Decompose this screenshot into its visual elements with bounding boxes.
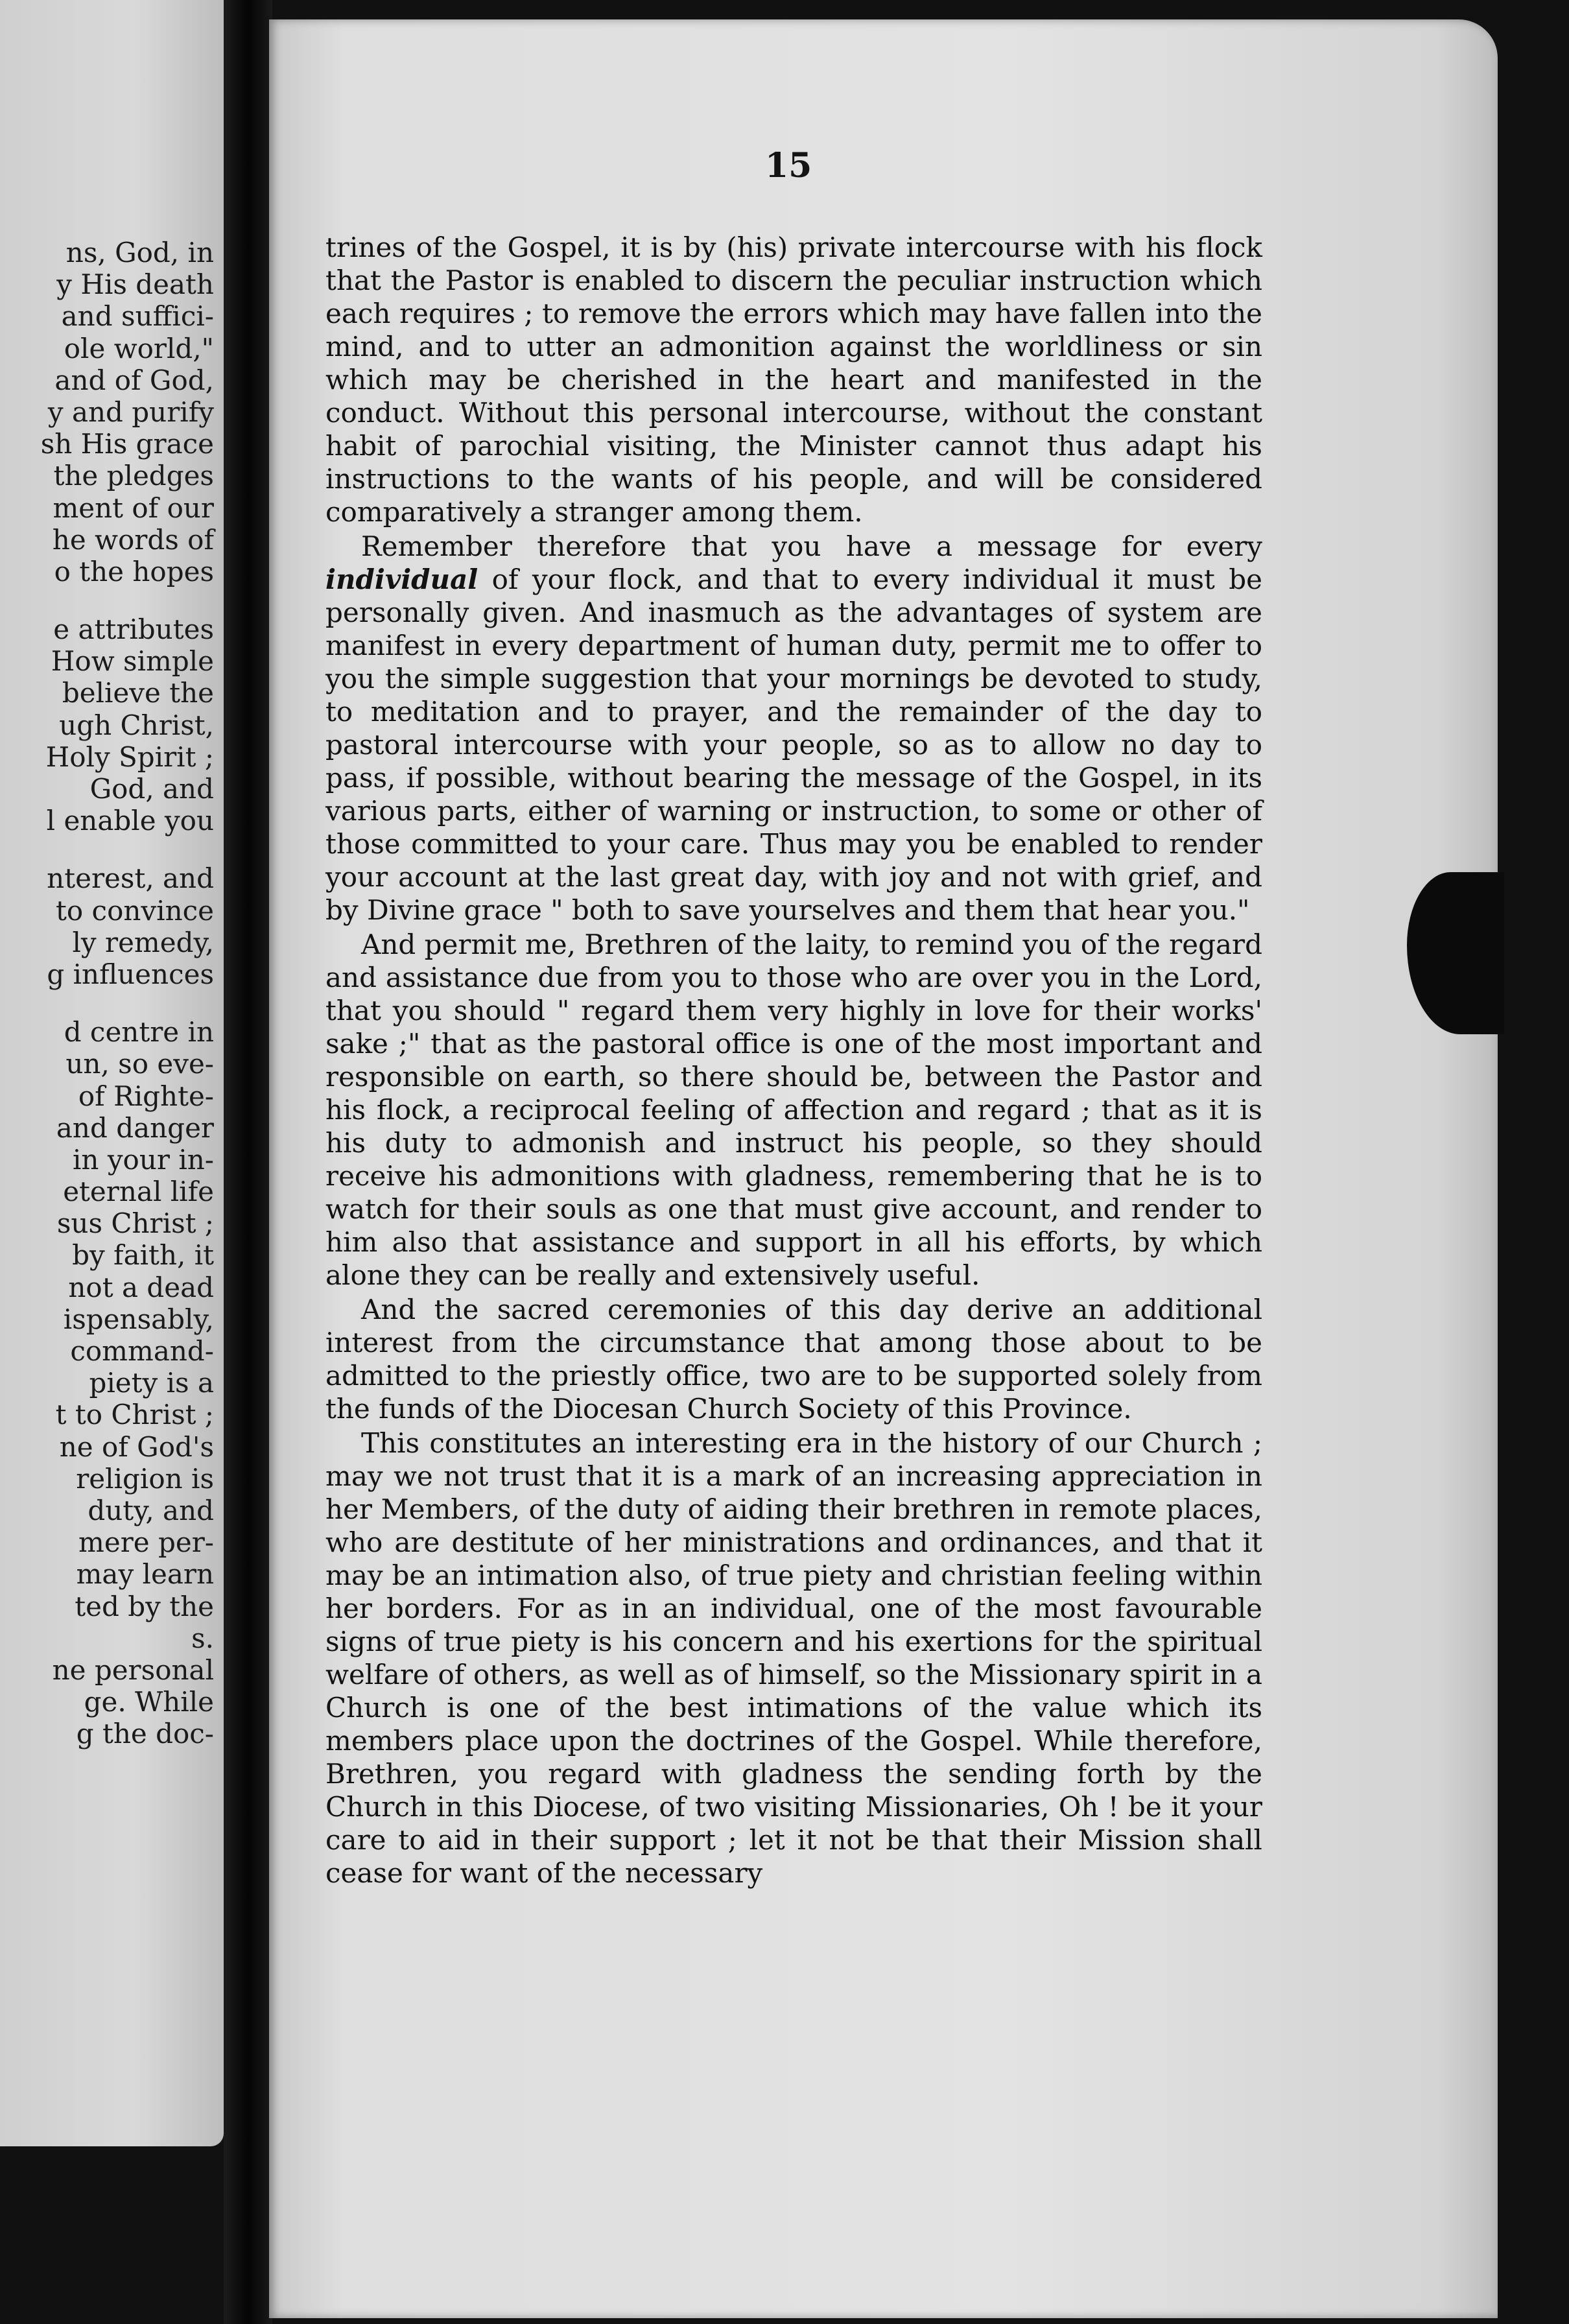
left-page-line: not a dead xyxy=(68,1271,214,1303)
left-page-line: command- xyxy=(70,1335,214,1367)
left-page-line xyxy=(0,836,214,862)
left-page-line: ment of our xyxy=(53,492,214,524)
left-page-line: s. xyxy=(191,1622,214,1654)
left-page-line: g the doc- xyxy=(76,1718,214,1750)
left-page-line: in your in- xyxy=(73,1143,214,1176)
left-page-line: duty, and xyxy=(88,1494,214,1526)
left-page-line: l enable you xyxy=(46,805,214,837)
left-page-line: o the hopes xyxy=(54,555,214,587)
left-page-line: ugh Christ, xyxy=(59,709,214,741)
paragraph-text: trines of the Gospel, it is by (his) private intercourse with his flock that the Pastor is enabled to discern the peculiar instruction which each requires ; to remove the errors which may have fallen into the mind, and to utter an admonition against the worldliness or sin which may be cherished in the heart and manifested in the conduct. Without this personal intercourse, without the constant habit of parochial visiting, the Minister cannot thus adapt his instructions to the wants of his people, and will be considered comparatively a stranger among them. xyxy=(325,231,1262,528)
left-page-line: and suffici- xyxy=(61,300,214,333)
page-body xyxy=(325,231,1262,1891)
left-page-line: the pledges xyxy=(53,460,214,492)
paragraph-2 xyxy=(325,530,1262,927)
paragraph-text: of your flock, and that to every individual it must be personally given. And inasmuch as the advantages of system are manifest in every department of human duty, permit me to offer to you the simple suggestion that your mornings be devoted to study, to meditation and to prayer, and the remainder of the day to pastoral intercourse with your people, so as to allow no day to pass, if possible, without bearing the message of the Gospel, in its various parts, either of warning or instruction, to some or other of those committed to your care. Thus may you be enabled to render your account at the last great day, with joy and not with grief, and by Divine grace " both to save yourselves and them that hear you." xyxy=(325,563,1262,926)
left-page-line: ted by the xyxy=(75,1590,214,1622)
paragraph-3 xyxy=(325,928,1262,1292)
left-page-line: ge. While xyxy=(84,1686,214,1718)
paragraph-text: This constitutes an interesting era in the history of our Church ; may we not trust that it is a mark of an increasing appreciation in her Members, of the duty of aiding their brethren in remote places, who are destitute of her ministrations and ordinances, and that it may be an intimation also, of true piety and christian feeling within her borders. For as in an individual, one of the most favourable signs of true piety is his concern and his exertions for the spiritual welfare of others, as well as of himself, so the Missionary spirit in a Church is one of the best intimations of the value which its members place upon the doctrines of the Gospel. While therefore, Brethren, you regard with gladness the sending forth by the Church in this Diocese, of two visiting Missionaries, Oh ! be it your care to aid in their support ; let it not be that their Mission shall cease for want of the necessary xyxy=(325,1427,1262,1889)
left-page-line: e attributes xyxy=(53,613,214,646)
left-page-line: he words of xyxy=(52,523,214,556)
left-page-line: y His death xyxy=(56,268,214,301)
left-page-line xyxy=(0,990,214,1016)
paragraph-1 xyxy=(325,231,1262,528)
paragraph-5 xyxy=(325,1427,1262,1890)
left-page-line: ne personal xyxy=(52,1654,214,1686)
left-page-line: Holy Spirit ; xyxy=(45,741,214,773)
left-page-line: God, and xyxy=(89,773,214,805)
left-page-line: believe the xyxy=(62,677,214,709)
page-number: 15 xyxy=(765,146,812,185)
left-page-line: mere per- xyxy=(78,1526,214,1559)
left-page-line: g influences xyxy=(47,958,214,990)
left-page-line: and of God, xyxy=(54,364,214,396)
left-page-line: un, so eve- xyxy=(65,1048,214,1080)
left-page-line: ispensably, xyxy=(63,1303,214,1335)
left-page-line: t to Christ ; xyxy=(55,1399,214,1431)
paragraph-text: Remember therefore that you have a message for every xyxy=(361,530,1262,562)
emphasized-word: individual xyxy=(325,563,478,595)
left-page-line: nterest, and xyxy=(47,862,214,895)
previous-page-fragment xyxy=(0,0,224,2146)
left-page-line: and danger xyxy=(56,1111,214,1144)
left-page-line: piety is a xyxy=(89,1367,214,1399)
left-page-line: y and purify xyxy=(47,396,214,428)
left-page-line: sus Christ ; xyxy=(56,1207,214,1240)
book-gutter xyxy=(224,0,272,2324)
left-page-line: ly remedy, xyxy=(72,926,214,958)
paragraph-text: And the sacred ceremonies of this day derive an additional interest from the circumstance that among those about to be admitted to the priestly office, two are to be supported solely from the funds of the Diocesan Church Society of this Province. xyxy=(325,1294,1262,1425)
left-page-line: ole world," xyxy=(64,332,214,364)
left-page-line: religion is xyxy=(76,1462,214,1495)
left-page-line: may learn xyxy=(76,1558,214,1591)
left-page-line: ns, God, in xyxy=(65,237,214,268)
left-page-line: to convince xyxy=(56,894,214,927)
left-page-line: ne of God's xyxy=(59,1430,214,1463)
left-page-line: sh His grace xyxy=(40,428,214,460)
paragraph-4 xyxy=(325,1293,1262,1425)
left-page-line: eternal life xyxy=(63,1176,214,1208)
left-page-line: of Righte- xyxy=(78,1080,214,1112)
paragraph-text: And permit me, Brethren of the laity, to remind you of the regard and assistance due from you to those who are over you in the Lord, that you should " regard them very highly in love for their works' sake ;" that as the pastoral office is one of the most important and responsible on earth, so there should be, between the Pastor and his flock, a reciprocal feeling of affection and regard ; that as it is his duty to admonish and instruct his people, so they should receive his admonitions with gladness, remembering that he is to watch for their souls as one that must give account, and render to him also that assistance and support in all his efforts, by which alone they can be really and extensively useful. xyxy=(325,929,1262,1291)
left-page-line: by faith, it xyxy=(72,1239,214,1272)
previous-page-text xyxy=(0,237,214,1749)
left-page-line: How simple xyxy=(51,645,214,678)
left-page-line xyxy=(0,587,214,613)
left-page-line: d centre in xyxy=(64,1016,214,1049)
